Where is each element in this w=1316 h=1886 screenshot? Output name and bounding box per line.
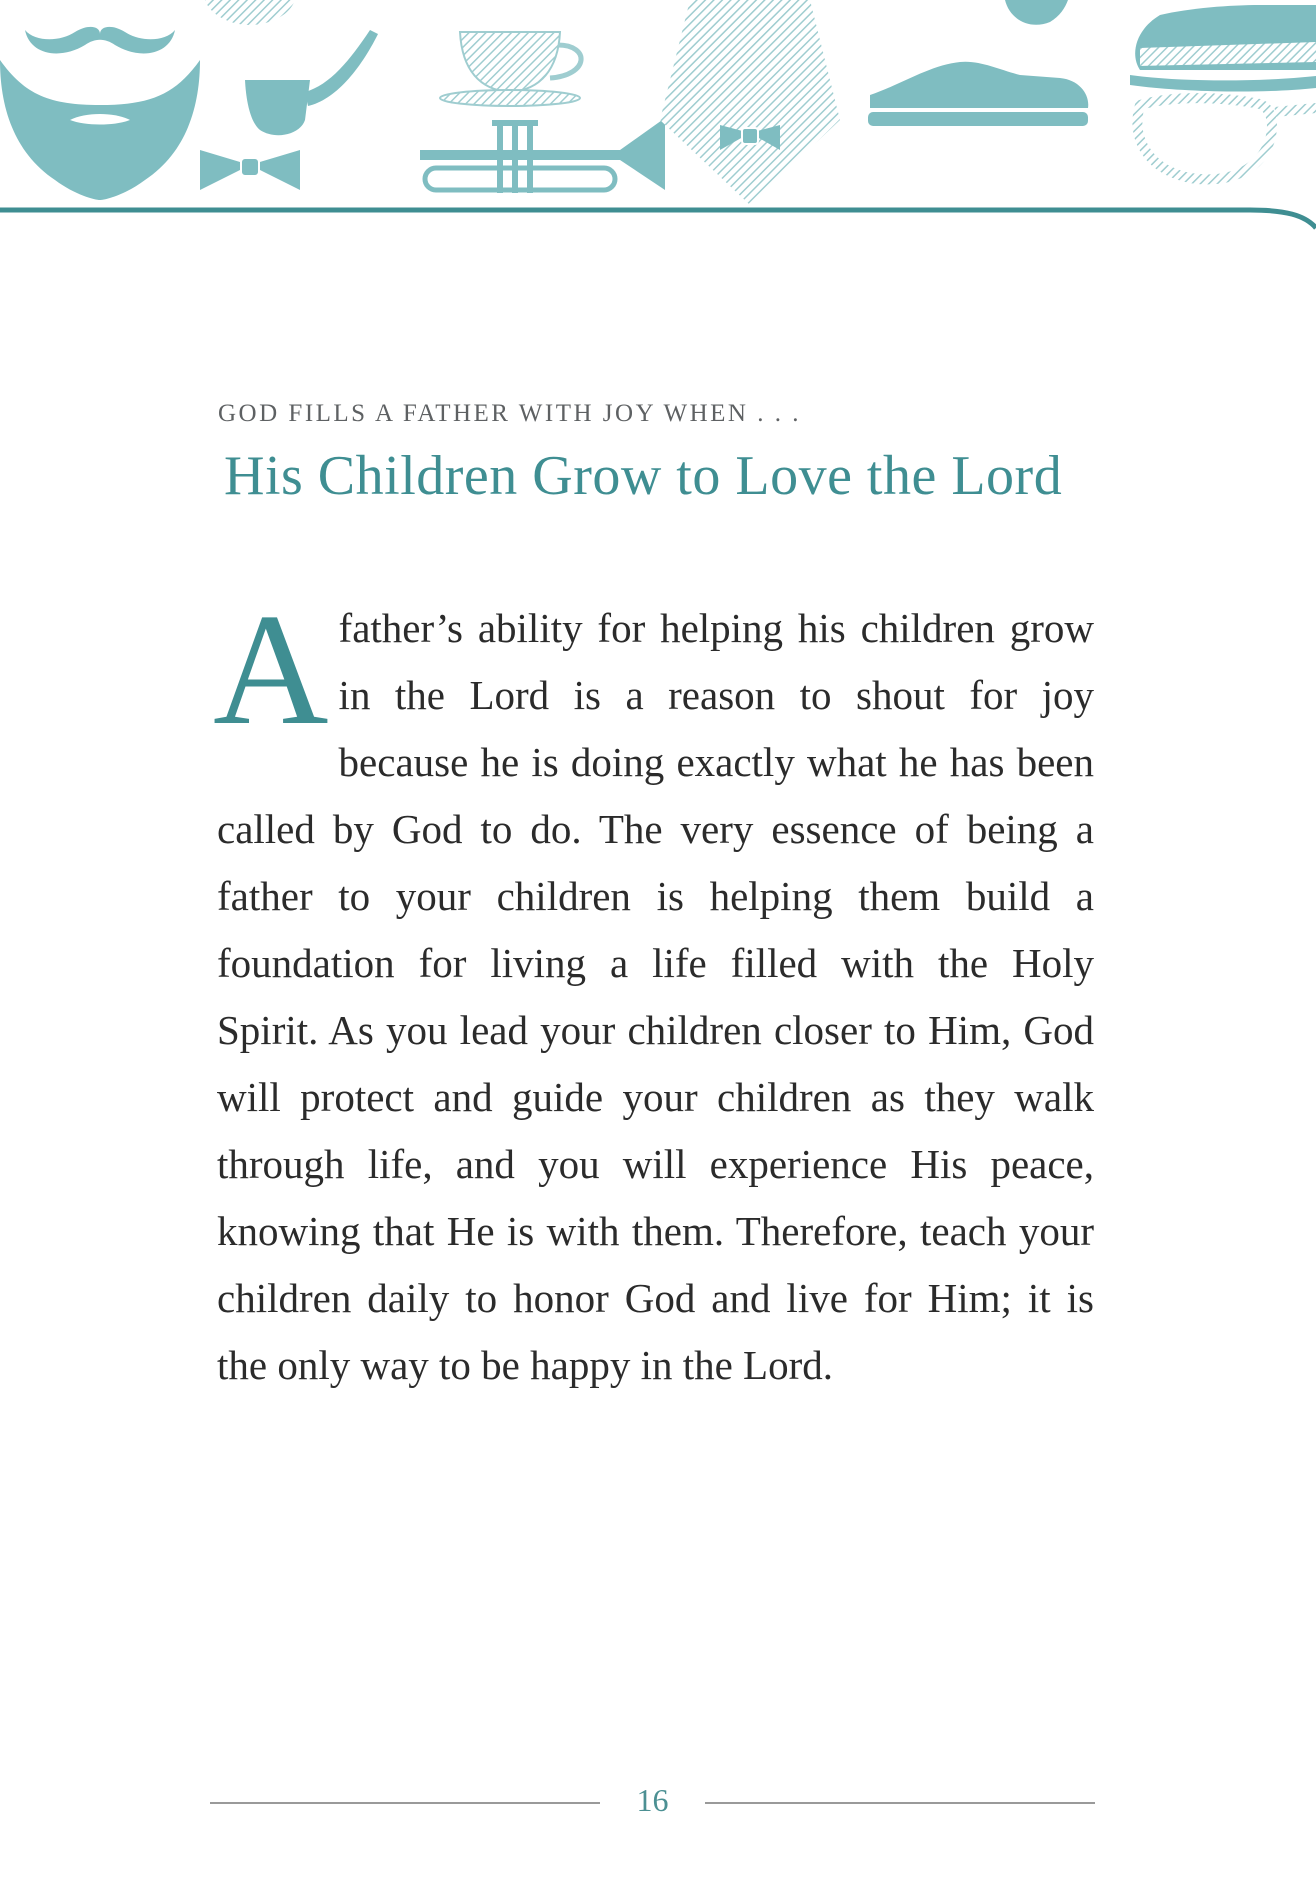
footer-rule-left <box>210 1802 600 1804</box>
section-kicker: GOD FILLS A FATHER WITH JOY WHEN . . . <box>218 400 801 427</box>
page-number: 16 <box>636 1782 669 1818</box>
mustache-icon <box>25 27 175 54</box>
footer-rule-right <box>705 1802 1095 1804</box>
body-text: father’s ability for helping his children grow in the Lord is a reason to shout for joy because he is doing exactly what he has been called by God to do. The very essence of being a father to your children is helping them build a foundation for living a life filled with the Holy Spirit. As you lead your children closer to Him, God will protect and guide your children as they walk through life, and you will experience His peace, knowing that He is with them. Therefore, teach your children daily to honor God and live for Him; it is the only way to be happy in the Lord. <box>217 605 1094 1388</box>
page-footer <box>210 1782 1095 1822</box>
banner-illustration <box>0 0 1316 240</box>
hatched-ornament-icon <box>205 0 295 25</box>
header-rule <box>0 210 1316 228</box>
teacup-icon <box>440 32 581 106</box>
body-paragraph <box>213 580 1094 1399</box>
shoe-icon <box>868 62 1088 126</box>
pipe-icon <box>245 30 378 135</box>
decorative-banner <box>0 0 1316 240</box>
trumpet-icon <box>420 118 665 193</box>
fedora-hat-icon <box>1130 5 1316 92</box>
necktie-icon <box>660 0 840 205</box>
hat-crown-icon <box>1005 0 1068 25</box>
page-title: His Children Grow to Love the Lord <box>224 445 1063 507</box>
eyeglasses-icon <box>1137 98 1316 179</box>
bow-tie-icon <box>200 150 300 190</box>
beard-icon <box>0 60 200 200</box>
drop-cap: A <box>213 580 329 758</box>
